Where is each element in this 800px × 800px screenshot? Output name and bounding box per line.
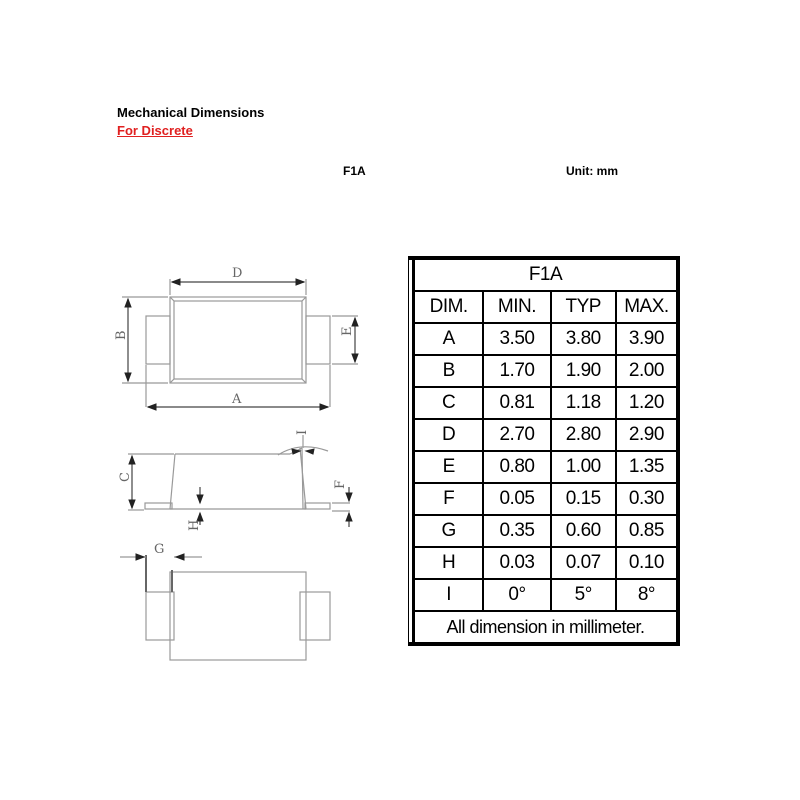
table-footnote: All dimension in millimeter. — [414, 611, 677, 642]
table-row — [414, 547, 677, 579]
label-i: I — [295, 429, 310, 435]
table-row — [414, 579, 677, 611]
column-header-min: MIN. — [483, 291, 550, 323]
cell-max: 0.85 — [616, 515, 676, 547]
cell-typ: 0.15 — [551, 483, 616, 515]
cell-dim: A — [414, 323, 484, 355]
label-f: F — [333, 479, 348, 489]
cell-dim: B — [414, 355, 484, 387]
table-header-row — [414, 291, 677, 323]
cell-dim: E — [414, 451, 484, 483]
package-label: F1A — [343, 164, 366, 178]
cell-dim: H — [414, 547, 484, 579]
label-d: D — [232, 266, 243, 281]
cell-dim: D — [414, 419, 484, 451]
unit-label: Unit: mm — [566, 164, 618, 178]
cell-typ: 1.00 — [551, 451, 616, 483]
bottom-view — [120, 555, 330, 660]
label-h: H — [187, 519, 202, 531]
dimension-table — [412, 260, 676, 642]
cell-max: 2.90 — [616, 419, 676, 451]
cell-min: 1.70 — [483, 355, 550, 387]
cell-min: 2.70 — [483, 419, 550, 451]
cell-typ: 3.80 — [551, 323, 616, 355]
table-row — [414, 515, 677, 547]
cell-max: 0.30 — [616, 483, 676, 515]
cell-typ: 2.80 — [551, 419, 616, 451]
label-e: E — [340, 326, 355, 336]
cell-typ: 5° — [551, 579, 616, 611]
table-row — [414, 451, 677, 483]
label-a: A — [232, 392, 242, 407]
table-row — [414, 387, 677, 419]
table-row — [414, 355, 677, 387]
dimension-table-frame — [408, 256, 680, 646]
cell-min: 0° — [483, 579, 550, 611]
cell-max: 2.00 — [616, 355, 676, 387]
cell-min: 0.81 — [483, 387, 550, 419]
cell-typ: 0.60 — [551, 515, 616, 547]
table-title: F1A — [414, 260, 677, 291]
cell-min: 0.35 — [483, 515, 550, 547]
cell-typ: 1.90 — [551, 355, 616, 387]
cell-min: 3.50 — [483, 323, 550, 355]
cell-dim: F — [414, 483, 484, 515]
cell-min: 0.05 — [483, 483, 550, 515]
subtitle-link[interactable]: For Discrete — [117, 123, 193, 138]
cell-typ: 0.07 — [551, 547, 616, 579]
column-header-typ: TYP — [551, 291, 616, 323]
cell-max: 8° — [616, 579, 676, 611]
cell-dim: G — [414, 515, 484, 547]
table-row — [414, 419, 677, 451]
cell-dim: C — [414, 387, 484, 419]
cell-min: 0.80 — [483, 451, 550, 483]
title: Mechanical Dimensions — [117, 105, 265, 120]
cell-max: 1.35 — [616, 451, 676, 483]
label-c: C — [118, 472, 133, 482]
top-view — [122, 279, 358, 407]
cell-max: 3.90 — [616, 323, 676, 355]
table-row — [414, 323, 677, 355]
cell-dim: I — [414, 579, 484, 611]
cell-typ: 1.18 — [551, 387, 616, 419]
cell-max: 1.20 — [616, 387, 676, 419]
cell-min: 0.03 — [483, 547, 550, 579]
column-header-max: MAX. — [616, 291, 676, 323]
label-g: G — [154, 542, 165, 557]
cell-max: 0.10 — [616, 547, 676, 579]
column-header-dim: DIM. — [414, 291, 484, 323]
side-view — [128, 435, 350, 527]
label-b: B — [114, 330, 129, 340]
table-row — [414, 483, 677, 515]
mechanical-drawing — [110, 255, 370, 670]
